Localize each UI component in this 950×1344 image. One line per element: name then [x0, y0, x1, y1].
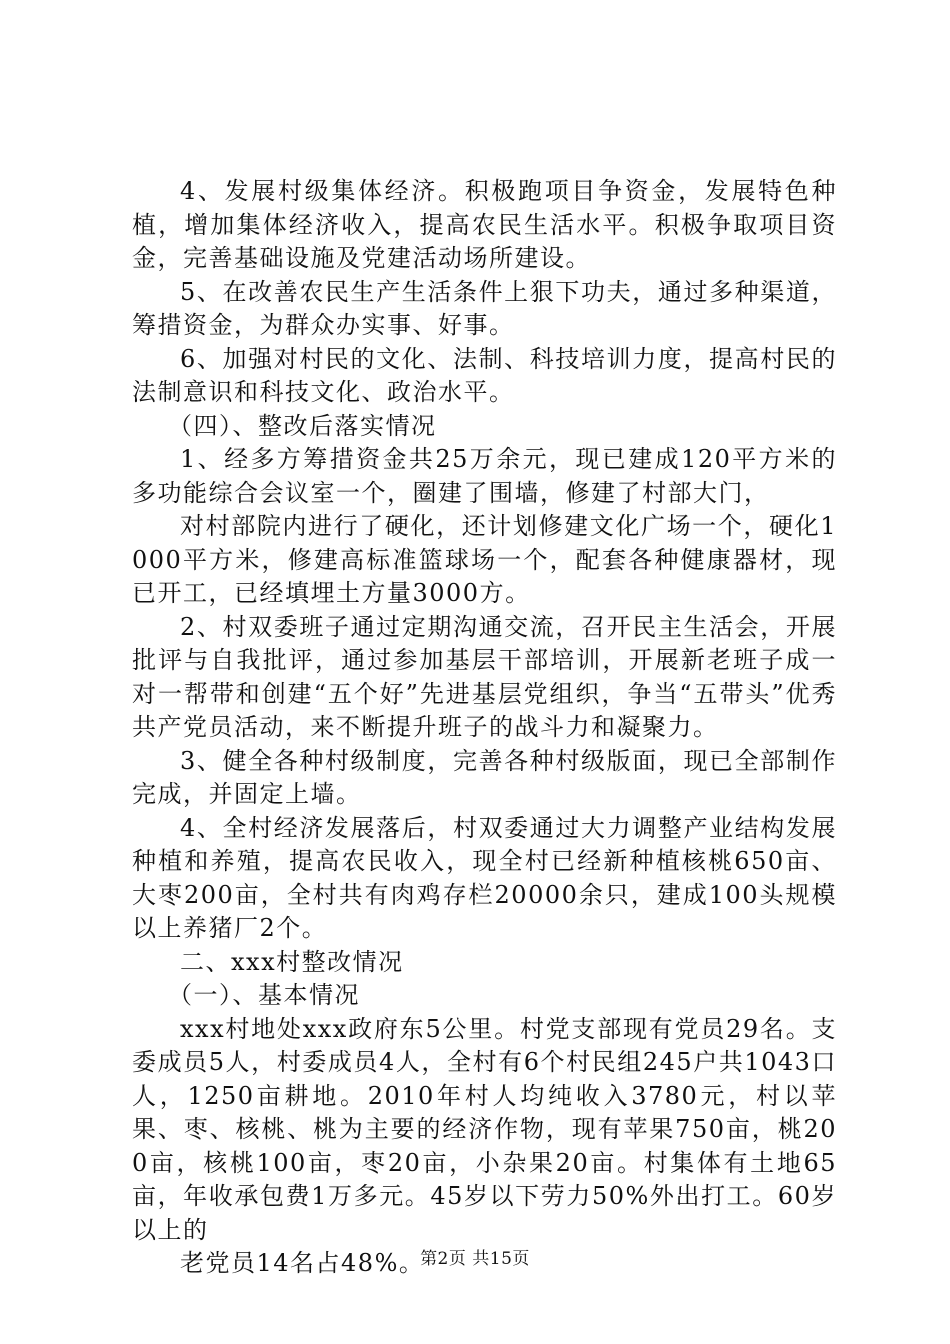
paragraph-basic-info: xxx村地处xxx政府东5公里。村党支部现有党员29名。支委成员5人，村委成员4人，全村有6个村民组245户共1043口人，1250亩耕地。2010年村人均纯收入3780元，村以苹果、枣、核桃、桃为主要的经济作物，现有苹果750亩，桃200亩，核桃100亩，枣20亩，小杂果20亩。村集体有土地65亩，年收承包费1万多元。45岁以下劳力50%外出打工。60岁以上的	[132, 1014, 837, 1244]
paragraph-impl-4-economy: 4、全村经济发展落后，村双委通过大力调整产业结构发展种植和养殖，提高农民收入，现全村已经新种植核桃650亩、大枣200亩，全村共有肉鸡存栏20000余只，建成100头规模以上养猪厂2个。	[132, 813, 837, 942]
page-number-footer: 第2页 共15页	[420, 1249, 530, 1269]
paragraph-item-5-living-conditions: 5、在改善农民生产生活条件上狠下功夫，通过多种渠道，筹措资金，为群众办实事、好事。	[132, 277, 837, 339]
paragraph-old-members: 老党员14名占48%。	[180, 1249, 425, 1277]
paragraph-impl-1-continued: 对村部院内进行了硬化，还计划修建文化广场一个，硬化1000平方米，修建高标准篮球场一个，配套各种健康器材，现已开工，已经填埋土方量3000方。	[132, 512, 837, 607]
document-body	[132, 175, 837, 1281]
paragraph-item-6-training: 6、加强对村民的文化、法制、科技培训力度，提高村民的法制意识和科技文化、政治水平。	[132, 344, 837, 406]
paragraph-item-4-collective-economy: 4、发展村级集体经济。积极跑项目争资金，发展特色种植，增加集体经济收入，提高农民生活水平。积极争取项目资金，完善基础设施及党建活动场所建设。	[132, 177, 837, 272]
paragraph-impl-3-systems: 3、健全各种村级制度，完善各种村级版面，现已全部制作完成，并固定上墙。	[132, 746, 837, 808]
paragraph-impl-1-funding: 1、经多方筹措资金共25万余元，现已建成120平方米的多功能综合会议室一个，圈建了围墙，修建了村部大门，	[132, 445, 837, 507]
paragraph-impl-2-team: 2、村双委班子通过定期沟通交流，召开民主生活会，开展批评与自我批评，通过参加基层干部培训，开展新老班子成一对一帮带和创建“五个好”先进基层党组织，争当“五带头”优秀共产党员活动，来不断提升班子的战斗力和凝聚力。	[132, 612, 837, 741]
section-heading-basic-info: （一）、基本情况	[168, 981, 360, 1009]
section-heading-implementation: （四）、整改后落实情况	[168, 411, 437, 440]
section-heading-village-rectification: 二、xxx村整改情况	[180, 947, 404, 976]
